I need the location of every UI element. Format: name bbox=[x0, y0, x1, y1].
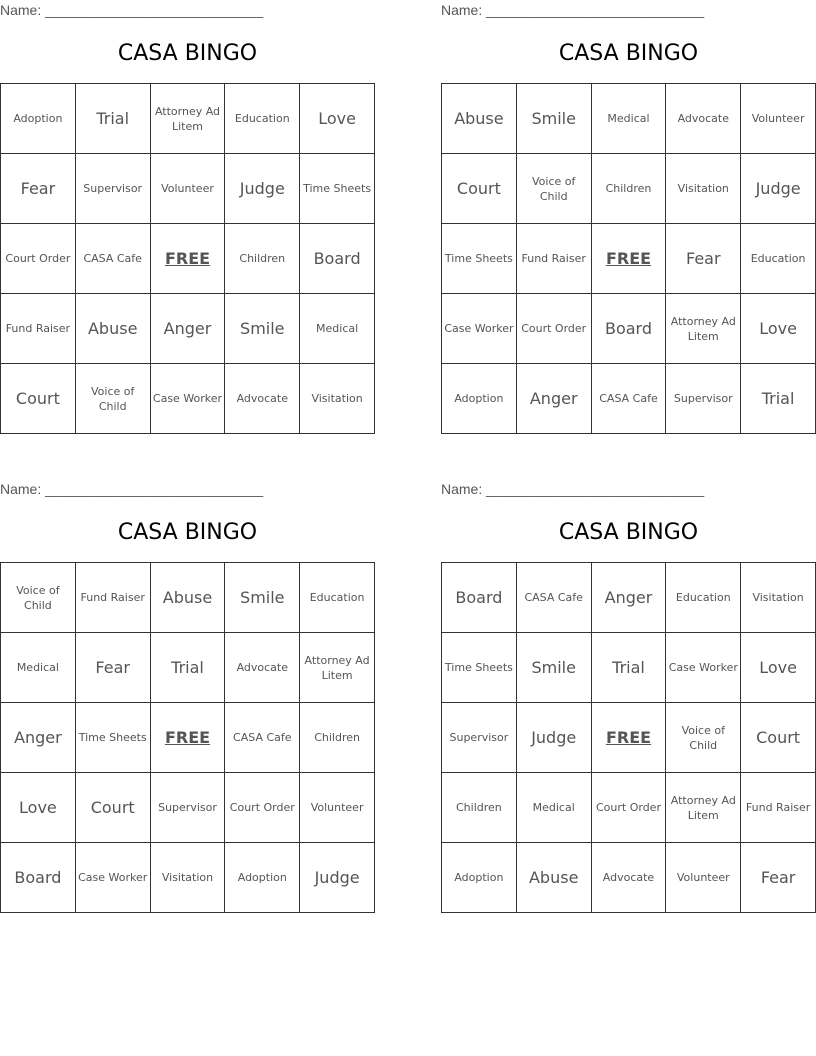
bingo-cell: Trial bbox=[741, 364, 816, 434]
bingo-cell: Court bbox=[442, 154, 517, 224]
bingo-cell: Court bbox=[76, 773, 151, 843]
bingo-cell: Supervisor bbox=[442, 703, 517, 773]
bingo-cell: Judge bbox=[741, 154, 816, 224]
bingo-cell: Visitation bbox=[300, 364, 375, 434]
bingo-cell: Fund Raiser bbox=[76, 563, 151, 633]
bingo-cell: Volunteer bbox=[741, 84, 816, 154]
free-space: FREE bbox=[592, 703, 667, 773]
bingo-cell: Abuse bbox=[517, 843, 592, 913]
bingo-cell: Children bbox=[442, 773, 517, 843]
bingo-cell: Trial bbox=[592, 633, 667, 703]
bingo-cell: Fund Raiser bbox=[741, 773, 816, 843]
bingo-cell: Board bbox=[592, 294, 667, 364]
bingo-cell: Time Sheets bbox=[442, 633, 517, 703]
bingo-cell: Fear bbox=[666, 224, 741, 294]
bingo-cell: Advocate bbox=[225, 633, 300, 703]
bingo-cell: Court Order bbox=[1, 224, 76, 294]
bingo-cell: Fear bbox=[76, 633, 151, 703]
bingo-cell: Court bbox=[1, 364, 76, 434]
bingo-cell: Case Worker bbox=[76, 843, 151, 913]
name-line: Name: ____________________________ bbox=[0, 2, 264, 18]
bingo-cell: Anger bbox=[517, 364, 592, 434]
bingo-cell: Court Order bbox=[592, 773, 667, 843]
bingo-cell: Attorney Ad Litem bbox=[666, 773, 741, 843]
name-line: Name: ____________________________ bbox=[0, 481, 264, 497]
bingo-cell: Adoption bbox=[225, 843, 300, 913]
bingo-cell: Medical bbox=[1, 633, 76, 703]
bingo-cell: Voice of Child bbox=[666, 703, 741, 773]
bingo-cell: Abuse bbox=[151, 563, 226, 633]
bingo-cell: Medical bbox=[517, 773, 592, 843]
bingo-card-4 bbox=[441, 479, 816, 913]
card-title: CASA BINGO bbox=[117, 41, 258, 66]
bingo-cell: Attorney Ad Litem bbox=[151, 84, 226, 154]
bingo-cell: Anger bbox=[592, 563, 667, 633]
bingo-cell: Children bbox=[300, 703, 375, 773]
free-space: FREE bbox=[592, 224, 667, 294]
bingo-cell: Smile bbox=[225, 294, 300, 364]
bingo-cell: Volunteer bbox=[666, 843, 741, 913]
bingo-cell: Fear bbox=[741, 843, 816, 913]
bingo-card-3 bbox=[0, 479, 375, 913]
bingo-cell: Anger bbox=[1, 703, 76, 773]
name-line: Name: ____________________________ bbox=[441, 481, 705, 497]
bingo-grid bbox=[0, 83, 375, 434]
bingo-cell: Attorney Ad Litem bbox=[666, 294, 741, 364]
bingo-cell: Love bbox=[741, 294, 816, 364]
bingo-cell: Advocate bbox=[225, 364, 300, 434]
bingo-cell: Education bbox=[666, 563, 741, 633]
bingo-cell: Judge bbox=[300, 843, 375, 913]
bingo-cell: Case Worker bbox=[151, 364, 226, 434]
bingo-cell: Time Sheets bbox=[300, 154, 375, 224]
bingo-cell: Fund Raiser bbox=[1, 294, 76, 364]
bingo-cell: Love bbox=[741, 633, 816, 703]
bingo-cell: Abuse bbox=[76, 294, 151, 364]
bingo-cell: Visitation bbox=[666, 154, 741, 224]
free-space: FREE bbox=[151, 703, 226, 773]
bingo-cell: Case Worker bbox=[666, 633, 741, 703]
bingo-cell: CASA Cafe bbox=[76, 224, 151, 294]
bingo-cell: Love bbox=[300, 84, 375, 154]
bingo-cell: Love bbox=[1, 773, 76, 843]
card-title: CASA BINGO bbox=[117, 520, 258, 545]
bingo-cell: CASA Cafe bbox=[225, 703, 300, 773]
bingo-cell: Trial bbox=[76, 84, 151, 154]
bingo-cell: Time Sheets bbox=[76, 703, 151, 773]
bingo-cell: Education bbox=[225, 84, 300, 154]
name-line: Name: ____________________________ bbox=[441, 2, 705, 18]
bingo-cell: Volunteer bbox=[151, 154, 226, 224]
bingo-cell: CASA Cafe bbox=[517, 563, 592, 633]
bingo-cell: Board bbox=[1, 843, 76, 913]
bingo-cell: Visitation bbox=[741, 563, 816, 633]
bingo-cell: Visitation bbox=[151, 843, 226, 913]
bingo-grid bbox=[0, 562, 375, 913]
bingo-cell: Trial bbox=[151, 633, 226, 703]
bingo-cell: Education bbox=[741, 224, 816, 294]
bingo-cell: Children bbox=[225, 224, 300, 294]
bingo-cell: Supervisor bbox=[76, 154, 151, 224]
bingo-cell: Board bbox=[442, 563, 517, 633]
bingo-cell: Supervisor bbox=[151, 773, 226, 843]
bingo-cell: Education bbox=[300, 563, 375, 633]
bingo-cell: Volunteer bbox=[300, 773, 375, 843]
bingo-grid bbox=[441, 562, 816, 913]
bingo-grid bbox=[441, 83, 816, 434]
bingo-cell: Abuse bbox=[442, 84, 517, 154]
bingo-cell: Judge bbox=[517, 703, 592, 773]
bingo-cell: Anger bbox=[151, 294, 226, 364]
bingo-card-2 bbox=[441, 0, 816, 434]
bingo-cell: Court bbox=[741, 703, 816, 773]
bingo-cell: Medical bbox=[300, 294, 375, 364]
card-title: CASA BINGO bbox=[558, 41, 699, 66]
bingo-cell: Judge bbox=[225, 154, 300, 224]
bingo-card-1 bbox=[0, 0, 375, 434]
card-title: CASA BINGO bbox=[558, 520, 699, 545]
bingo-cell: Case Worker bbox=[442, 294, 517, 364]
bingo-cell: Court Order bbox=[517, 294, 592, 364]
bingo-cell: Board bbox=[300, 224, 375, 294]
bingo-cell: Time Sheets bbox=[442, 224, 517, 294]
bingo-cell: Advocate bbox=[666, 84, 741, 154]
bingo-cell: CASA Cafe bbox=[592, 364, 667, 434]
bingo-cell: Adoption bbox=[442, 843, 517, 913]
bingo-cell: Voice of Child bbox=[76, 364, 151, 434]
bingo-cell: Children bbox=[592, 154, 667, 224]
bingo-cell: Voice of Child bbox=[1, 563, 76, 633]
bingo-cell: Smile bbox=[225, 563, 300, 633]
bingo-cell: Fear bbox=[1, 154, 76, 224]
bingo-cell: Court Order bbox=[225, 773, 300, 843]
bingo-cell: Voice of Child bbox=[517, 154, 592, 224]
bingo-cell: Attorney Ad Litem bbox=[300, 633, 375, 703]
bingo-cell: Smile bbox=[517, 633, 592, 703]
bingo-cell: Smile bbox=[517, 84, 592, 154]
bingo-cell: Fund Raiser bbox=[517, 224, 592, 294]
bingo-cell: Adoption bbox=[442, 364, 517, 434]
bingo-cell: Medical bbox=[592, 84, 667, 154]
bingo-cell: Advocate bbox=[592, 843, 667, 913]
bingo-cell: Supervisor bbox=[666, 364, 741, 434]
free-space: FREE bbox=[151, 224, 226, 294]
bingo-cell: Adoption bbox=[1, 84, 76, 154]
